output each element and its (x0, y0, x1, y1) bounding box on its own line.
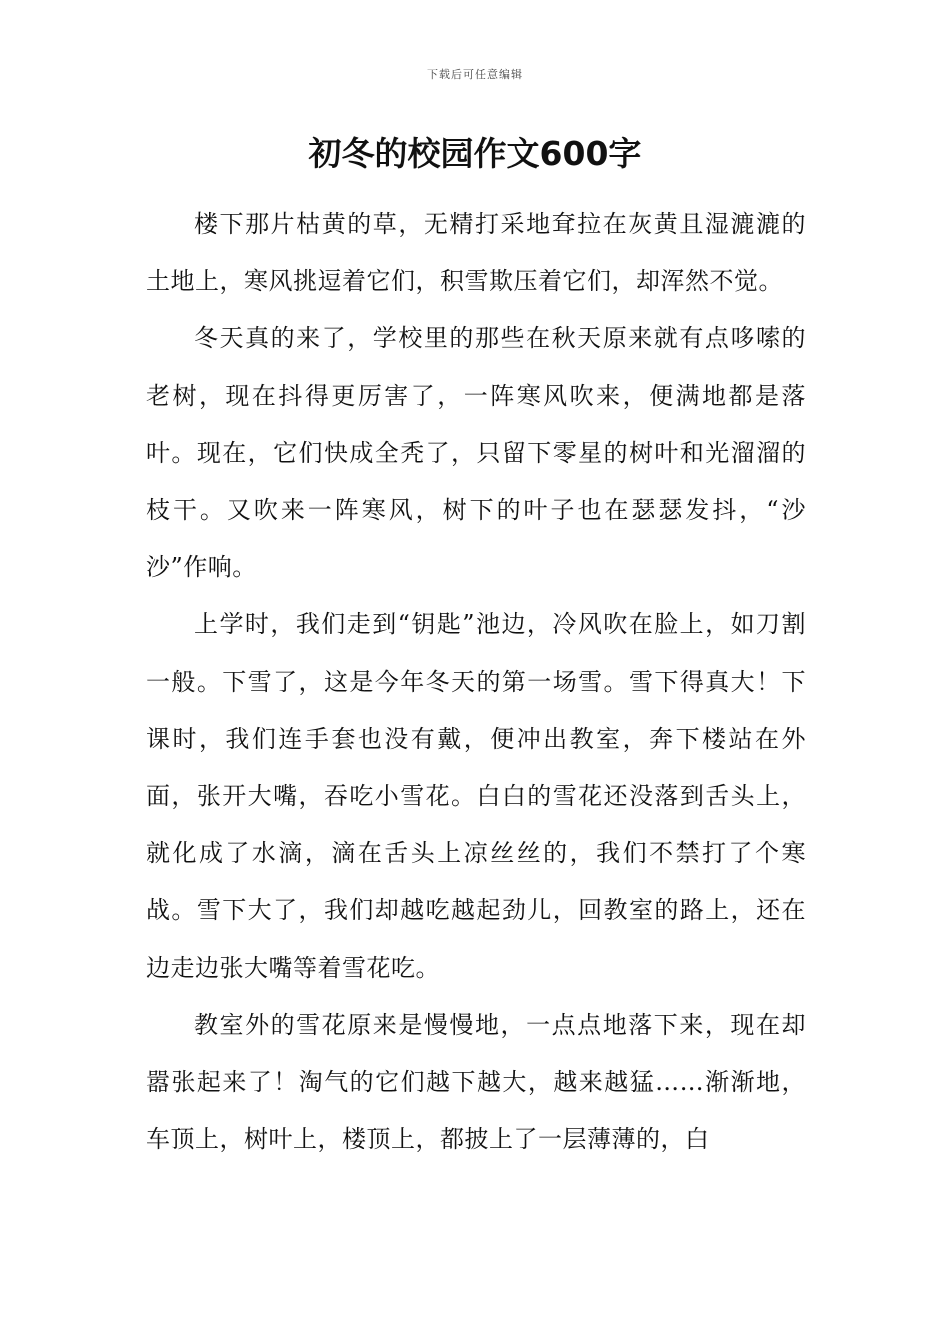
document-title: 初冬的校园作文600字 (308, 134, 642, 173)
document-body (146, 196, 806, 1168)
paragraph-4: 教室外的雪花原来是慢慢地，一点点地落下来，现在却嚣张起来了！淘气的它们越下越大，越来越猛……渐渐地，车顶上，树叶上，楼顶上，都披上了一层薄薄的，白 (146, 1010, 806, 1154)
paragraph-3: 上学时，我们走到“钥匙”池边，冷风吹在脸上，如刀割一般。下雪了，这是今年冬天的第一场雪。雪下得真大！下课时，我们连手套也没有戴，便冲出教室，奔下楼站在外面，张开大嘴，吞吃小雪花。白白的雪花还没落到舌头上，就化成了水滴，滴在舌头上凉丝丝的，我们不禁打了个寒战。雪下大了，我们却越吃越起劲儿，回教室的路上，还在边走边张大嘴等着雪花吃。 (146, 610, 806, 982)
header-note: 下载后可任意编辑 (427, 68, 523, 81)
paragraph-1: 楼下那片枯黄的草，无精打采地耷拉在灰黄且湿漉漉的土地上，寒风挑逗着它们，积雪欺压着它们，却浑然不觉。 (146, 210, 806, 296)
paragraph-2: 冬天真的来了，学校里的那些在秋天原来就有点哆嗦的老树，现在抖得更厉害了，一阵寒风吹来，便满地都是落叶。现在，它们快成全秃了，只留下零星的树叶和光溜溜的枝干。又吹来一阵寒风，树下的叶子也在瑟瑟发抖，“沙沙”作响。 (146, 324, 806, 582)
